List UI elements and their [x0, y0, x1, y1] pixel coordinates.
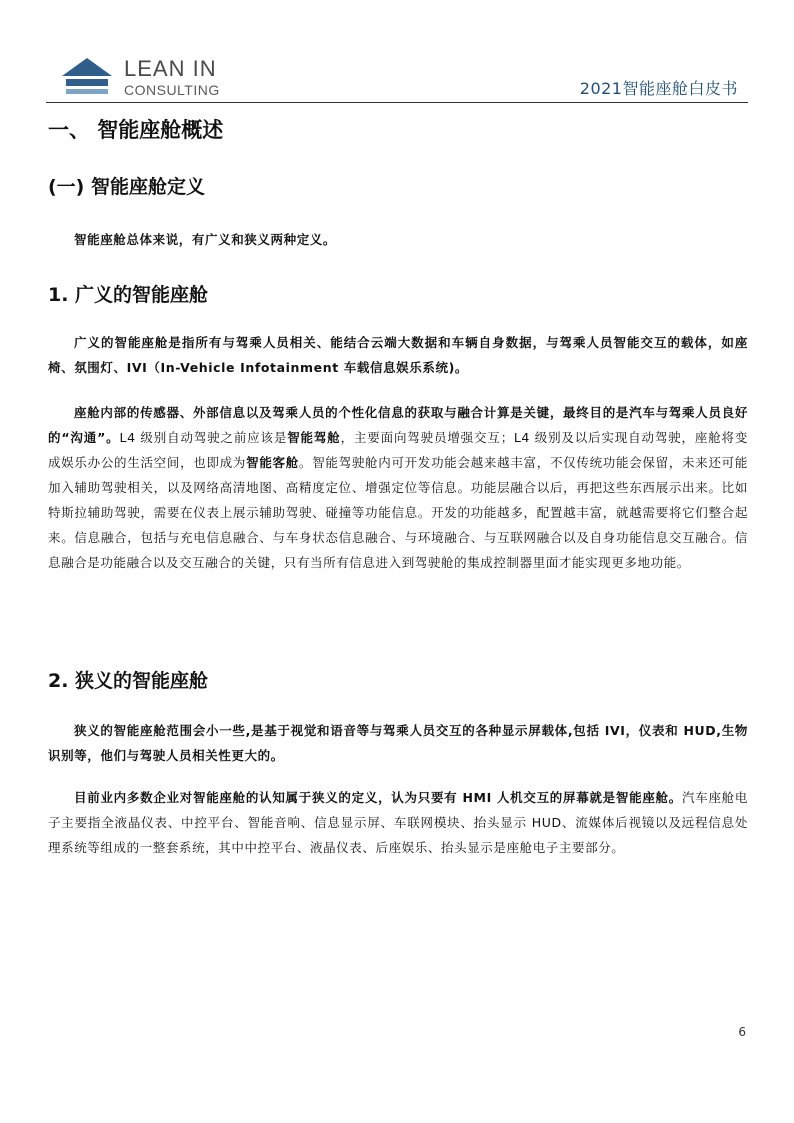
smart-cockpit-term: 智能驾舱 — [287, 430, 341, 445]
lean-in-logo-icon — [60, 56, 114, 96]
broad-details-paragraph — [48, 400, 748, 575]
chapter-heading: 一、 智能座舱概述 — [48, 118, 224, 142]
page-number: 6 — [738, 1025, 746, 1039]
page-header — [46, 52, 748, 102]
broad-key-sentence: 座舱内部的传感器、外部信息以及驾乘人员的个性化信息的获取与融合计算是关键，最终目的是汽车与驾乘人员良好的“沟通”。 — [48, 405, 748, 445]
logo-line1: LEAN IN — [124, 56, 217, 81]
narrow-details-paragraph — [48, 785, 748, 860]
broad-text-c: ，主要面向驾驶员增强交互；L4 级别及以后实现自动驾驶，座舱将变成娱乐办公的生活空间，也即成为 — [48, 430, 749, 470]
section-heading: (一) 智能座舱定义 — [48, 176, 205, 198]
smart-cabin-term: 智能客舱 — [246, 455, 299, 470]
broad-text-e: 。智能驾驶舱内可开发功能会越来越丰富，不仅传统功能会保留，未来还可能加入辅助驾驶相关，以及网络高清地图、高精度定位、增强定位等信息。功能层融合以后，再把这些东西展示出来。比如特斯拉辅助驾驶，需要在仪表上展示辅助驾驶、碰撞等功能信息。开发的功能越多，配置越丰富，就越需要将它们整合起来。信息融合，包括与充电信息融合、与车身状态信息融合、与环境融合、与互联网融合以及自身功能信息交互融合。信息融合是功能融合以及交互融合的关键，只有当所有信息进入到驾驶舱的集成控制器里面才能实现更多地功能。 — [48, 455, 748, 570]
subsection-heading-narrow: 2. 狭义的智能座舱 — [48, 670, 209, 692]
document-title: 2021智能座舱白皮书 — [579, 79, 738, 98]
logo-line2: CONSULTING — [124, 82, 220, 98]
broad-definition-paragraph: 广义的智能座舱是指所有与驾乘人员相关、能结合云端大数据和车辆自身数据，与驾乘人员智能交互的载体，如座椅、氛围灯、IVI（In-Vehicle Infotainment 车载信息娱乐系统)。 — [48, 335, 748, 375]
broad-text-a: L4 级别自动驾驶之前应该是 — [119, 430, 288, 445]
narrow-definition-paragraph: 狭义的智能座舱范围会小一些,是基于视觉和语音等与驾乘人员交互的各种显示屏载体,包括 IVI，仪表和 HUD,生物识别等，他们与驾驶人员相关性更大的。 — [48, 723, 748, 763]
narrow-text-rest: 汽车座舱电子主要指全液晶仪表、中控平台、智能音响、信息显示屏、车联网模块、抬头显示 HUD、流媒体后视镜以及远程信息处理系统等组成的一整套系统，其中中控平台、液晶仪表、后座娱乐、抬头显示是座舱电子主要部分。 — [48, 790, 748, 855]
header-divider — [46, 102, 748, 103]
intro-paragraph: 智能座舱总体来说，有广义和狭义两种定义。 — [74, 232, 337, 247]
narrow-key-sentence: 目前业内多数企业对智能座舱的认知属于狭义的定义，认为只要有 HMI 人机交互的屏幕就是智能座舱。 — [74, 790, 682, 805]
subsection-heading-broad: 1. 广义的智能座舱 — [48, 284, 209, 306]
